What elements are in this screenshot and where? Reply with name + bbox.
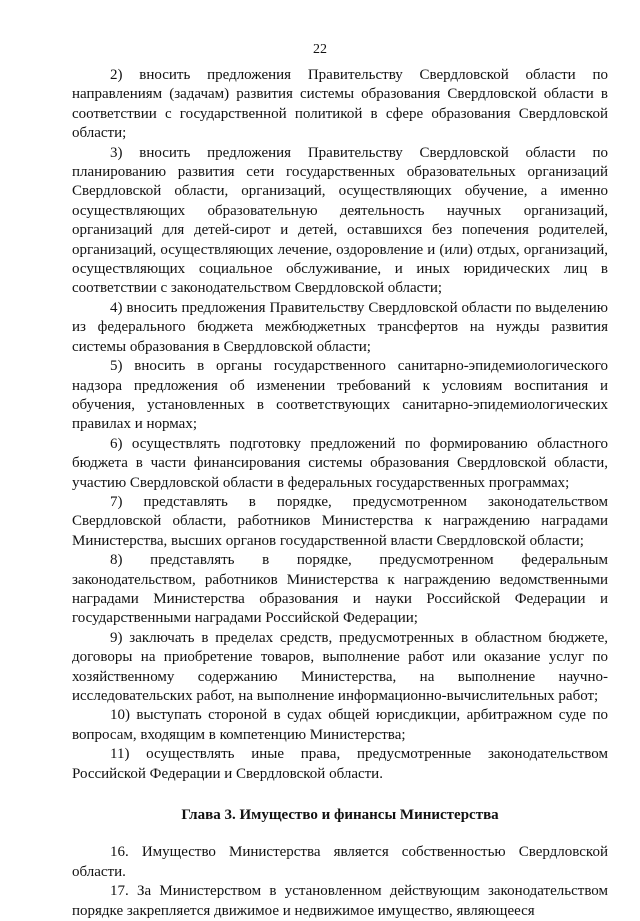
list-item-7: 7) представлять в порядке, предусмотренном законодательством Свердловской области, работников Министерства к награждению наградами Министерства, высших органов государственной власти Свердловской области; (72, 493, 608, 549)
list-item-10: 10) выступать стороной в судах общей юрисдикции, арбитражном суде по вопросам, входящим в компетенцию Министерства; (72, 707, 608, 743)
list-item-3: 3) вносить предложения Правительству Свердловской области по планированию развития сети государственных образовательных организаций Свердловской области, организаций, осуществляющих обучение, а именно осуществляющих образовательную деятельность научных организаций, организаций для детей-сирот и детей, оставшихся без попечения родителей, организаций, осуществляющих лечение, оздоровление и (или) отдых, организаций, осуществляющих социальное обслуживание, и иных юридических лиц в соответствии с законодательством Свердловской области; (72, 144, 608, 297)
list-item-9: 9) заключать в пределах средств, предусмотренных в областном бюджете, договоры на приобретение товаров, выполнение работ или оказание услуг по хозяйственному содержанию Министерства, на выполнение научно-исследовательских работ, на выполнение информационно-вычислительных работ; (72, 629, 608, 704)
page-number: 22 (313, 42, 327, 57)
article-16: 16. Имущество Министерства является собственностью Свердловской области. (72, 844, 608, 880)
list-item-5: 5) вносить в органы государственного санитарно-эпидемиологического надзора предложения об изменении требований к условиям воспитания и обучения, установленных в соответствующих санитарно-эпидемиологических правилах и нормах; (72, 358, 608, 433)
list-item-11: 11) осуществлять иные права, предусмотренные законодательством Российской Федерации и Свердловской области. (72, 746, 608, 782)
list-item-4: 4) вносить предложения Правительству Свердловской области по выделению из федерального бюджета межбюджетных трансфертов на нужды развития системы образования в Свердловской области; (72, 299, 608, 355)
chapter-heading: Глава 3. Имущество и финансы Министерства (181, 807, 499, 824)
list-item-8: 8) представлять в порядке, предусмотренном федеральным законодательством, работников Министерства к награждению ведомственными наградами Министерства образования и науки Российской Федерации и государственными наградами Российской Федерации; (72, 552, 608, 627)
article-17: 17. За Министерством в установленном действующим законодательством порядке закрепляется движимое и недвижимое имущество, являющееся (72, 883, 608, 919)
document-body (72, 66, 608, 921)
list-item-6: 6) осуществлять подготовку предложений по формированию областного бюджета в части финансирования системы образования Свердловской области, участию Свердловской области в федеральных государственных программах; (72, 435, 608, 491)
list-item-2: 2) вносить предложения Правительству Свердловской области по направлениям (задачам) развития системы образования Свердловской области в соответствии с государственной политикой в сфере образования Свердловской области; (72, 67, 608, 142)
